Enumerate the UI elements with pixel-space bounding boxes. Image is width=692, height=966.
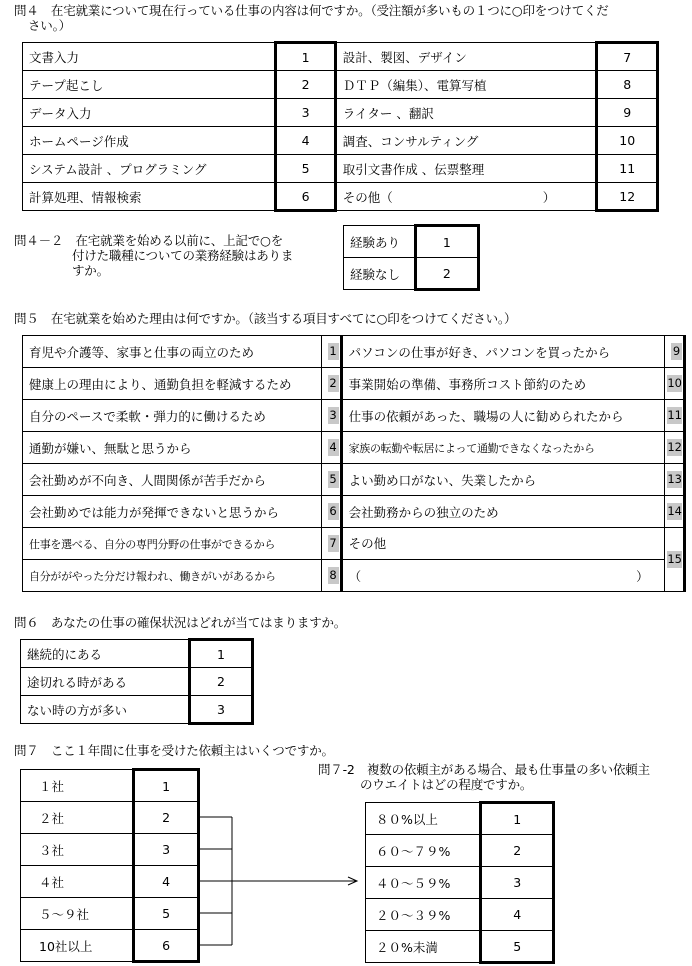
q4-2-option-label: 経験なし [344,258,416,290]
q4-option-label: 計算処理、情報検索 [23,183,276,211]
q7-option-label: ２社 [21,802,134,834]
q4-option-number[interactable]: 7 [597,43,658,71]
q5-number-text: 14 [667,504,682,518]
q5-option-label: 育児や介護等、家事と仕事の両立のため [23,336,322,368]
q7-2-table [365,801,555,964]
q4-option-label: ライター 、翻訳 [335,99,597,127]
q7-2-option-label: ８０%以上 [366,803,481,835]
q4-option-label: 取引文書作成 、伝票整理 [335,155,597,183]
q7-option-number[interactable]: 6 [134,930,199,962]
q4-option-number[interactable]: 11 [597,155,658,183]
q4-question-line1: 問４ 在宅就業について現在行っている仕事の内容は何ですか。（受注額が多いもの１つに○印をつけてくだ [14,3,609,18]
q4-option-number[interactable]: 10 [597,127,658,155]
q4-option-number[interactable]: 5 [276,155,335,183]
q7-question: 問７ ここ１年間に仕事を受けた依頼主はいくつですか。 [14,743,334,758]
q6-option-number[interactable]: 3 [189,696,252,724]
q5-option-label: パソコンの仕事が好き、パソコンを買ったから [341,336,665,368]
q5-option-label: 家族の転勤や転居によって通勤できなくなったから [341,432,665,464]
q4-option-number[interactable]: 12 [597,183,658,211]
q7-option-number[interactable]: 4 [134,866,199,898]
q5-option-label: 会社勤めでは能力が発揮できないと思うから [23,496,322,528]
q4-option-label: システム設計 、プログラミング [23,155,276,183]
q6-option-label: 途切れる時がある [21,668,190,696]
table-row [366,867,554,899]
q5-option-label: 会社勤めが不向き、人間関係が苦手だから [23,464,322,496]
q5-number-text: 1 [329,344,337,358]
q7-2-question-line1: 問７-2 複数の依頼主がある場合、最も仕事量の多い依頼主 [318,762,650,777]
q7-2-option-label: ２０%未満 [366,931,481,963]
table-row [366,803,554,835]
q4-2-question-line1: 問４－２ 在宅就業を始める以前に、上記で○を [14,233,284,248]
q4-option-label: データ入力 [23,99,276,127]
table-row [366,835,554,867]
q5-number-text: 10 [667,376,682,390]
q4-option-number[interactable]: 2 [276,71,335,99]
q5-option-label: 仕事の依頼があった、職場の人に勧められたから [341,400,665,432]
q7-2-option-number[interactable]: 5 [481,931,554,963]
q4-option-number[interactable]: 8 [597,71,658,99]
q5-number-text: 9 [672,344,681,358]
q5-number-text: 15 [667,552,682,566]
q4-2-question-line2: 付けた職種についての業務経験はありま [72,248,294,263]
table-row [366,931,554,963]
q7-option-label: ３社 [21,834,134,866]
q5-option-label: 通勤が嫌い、無駄と思うから [23,432,322,464]
q7-2-option-number[interactable]: 1 [481,803,554,835]
q4-option-label: その他（ ） [335,183,597,211]
q5-number-text: 8 [329,568,337,582]
q4-option-label: テープ起こし [23,71,276,99]
q5-number-text: 6 [329,504,337,518]
q4-2-option-number[interactable]: 2 [415,258,478,290]
q7-2-option-label: ６０～７９% [366,835,481,867]
q7-option-number[interactable]: 1 [134,770,199,802]
q5-option-label: よい勤め口がない、失業したから [341,464,665,496]
q4-option-label: 設計、製図、デザイン [335,43,597,71]
q7-option-label: ５～９社 [21,898,134,930]
q5-option-label: 事業開始の準備、事務所コスト節約のため [341,368,665,400]
q6-option-label: ない時の方が多い [21,696,190,724]
q4-option-label: ホームページ作成 [23,127,276,155]
q5-option-label: 自分ががやった分だけ報われ、働きがいがあるから [23,560,322,592]
q4-option-number[interactable]: 3 [276,99,335,127]
q6-option-number[interactable]: 1 [189,640,252,668]
q4-2-option-label: 経験あり [344,226,416,258]
q4-2-option-number[interactable]: 1 [415,226,478,258]
table-row [366,899,554,931]
q6-option-label: 継続的にある [21,640,190,668]
q5-number-text: 12 [667,440,682,454]
q5-other-label: その他 [341,528,665,560]
q5-number-text: 13 [667,472,682,486]
q5-number-text: 5 [329,472,337,486]
q5-number-text: 4 [329,440,337,454]
q4-option-number[interactable]: 4 [276,127,335,155]
q4-option-number[interactable]: 1 [276,43,335,71]
q5-number-text: 3 [329,408,337,422]
q7-2-question [318,762,650,792]
q5-question: 問５ 在宅就業を始めた理由は何ですか。（該当する項目すべてに○印をつけてください。） [14,311,517,326]
q7-option-label: ４社 [21,866,134,898]
q7-option-label: 10社以上 [21,930,134,962]
q7-2-question-line2: のウエイトはどの程度ですか。 [360,777,533,792]
q4-option-number[interactable]: 9 [597,99,658,127]
q5-number-text: 7 [329,536,337,550]
q7-2-option-label: ２０～３９% [366,899,481,931]
q7-option-label: １社 [21,770,134,802]
q7-2-option-number[interactable]: 3 [481,867,554,899]
q5-option-label: 健康上の理由により、通勤負担を軽減するため [23,368,322,400]
q4-option-label: ＤＴＰ（編集）、電算写植 [335,71,597,99]
q4-option-number[interactable]: 6 [276,183,335,211]
q7-2-option-number[interactable]: 2 [481,835,554,867]
q4-2-question-line3: すか。 [72,263,109,278]
q4-option-label: 調査、コンサルティング [335,127,597,155]
q4-option-label: 文書入力 [23,43,276,71]
q5-number-text: 2 [329,376,337,390]
q6-question: 問６ あなたの仕事の確保状況はどれが当てはまりますか。 [14,615,347,630]
q7-option-number[interactable]: 3 [134,834,199,866]
q6-option-number[interactable]: 2 [189,668,252,696]
q5-option-label: 仕事を選べる、自分の専門分野の仕事ができるから [23,528,322,560]
q7-option-number[interactable]: 2 [134,802,199,834]
q7-option-number[interactable]: 5 [134,898,199,930]
q4-question-line2: さい。） [28,18,71,33]
q7-2-option-label: ４０～５９% [366,867,481,899]
q5-option-label: 自分のペースで柔軟・弾力的に働けるため [23,400,322,432]
q7-2-option-number[interactable]: 4 [481,899,554,931]
q5-number-text: 11 [667,408,682,422]
q5-option-label: 会社勤務からの独立のため [341,496,665,528]
q5-other-input[interactable]: （ ） [341,560,665,592]
